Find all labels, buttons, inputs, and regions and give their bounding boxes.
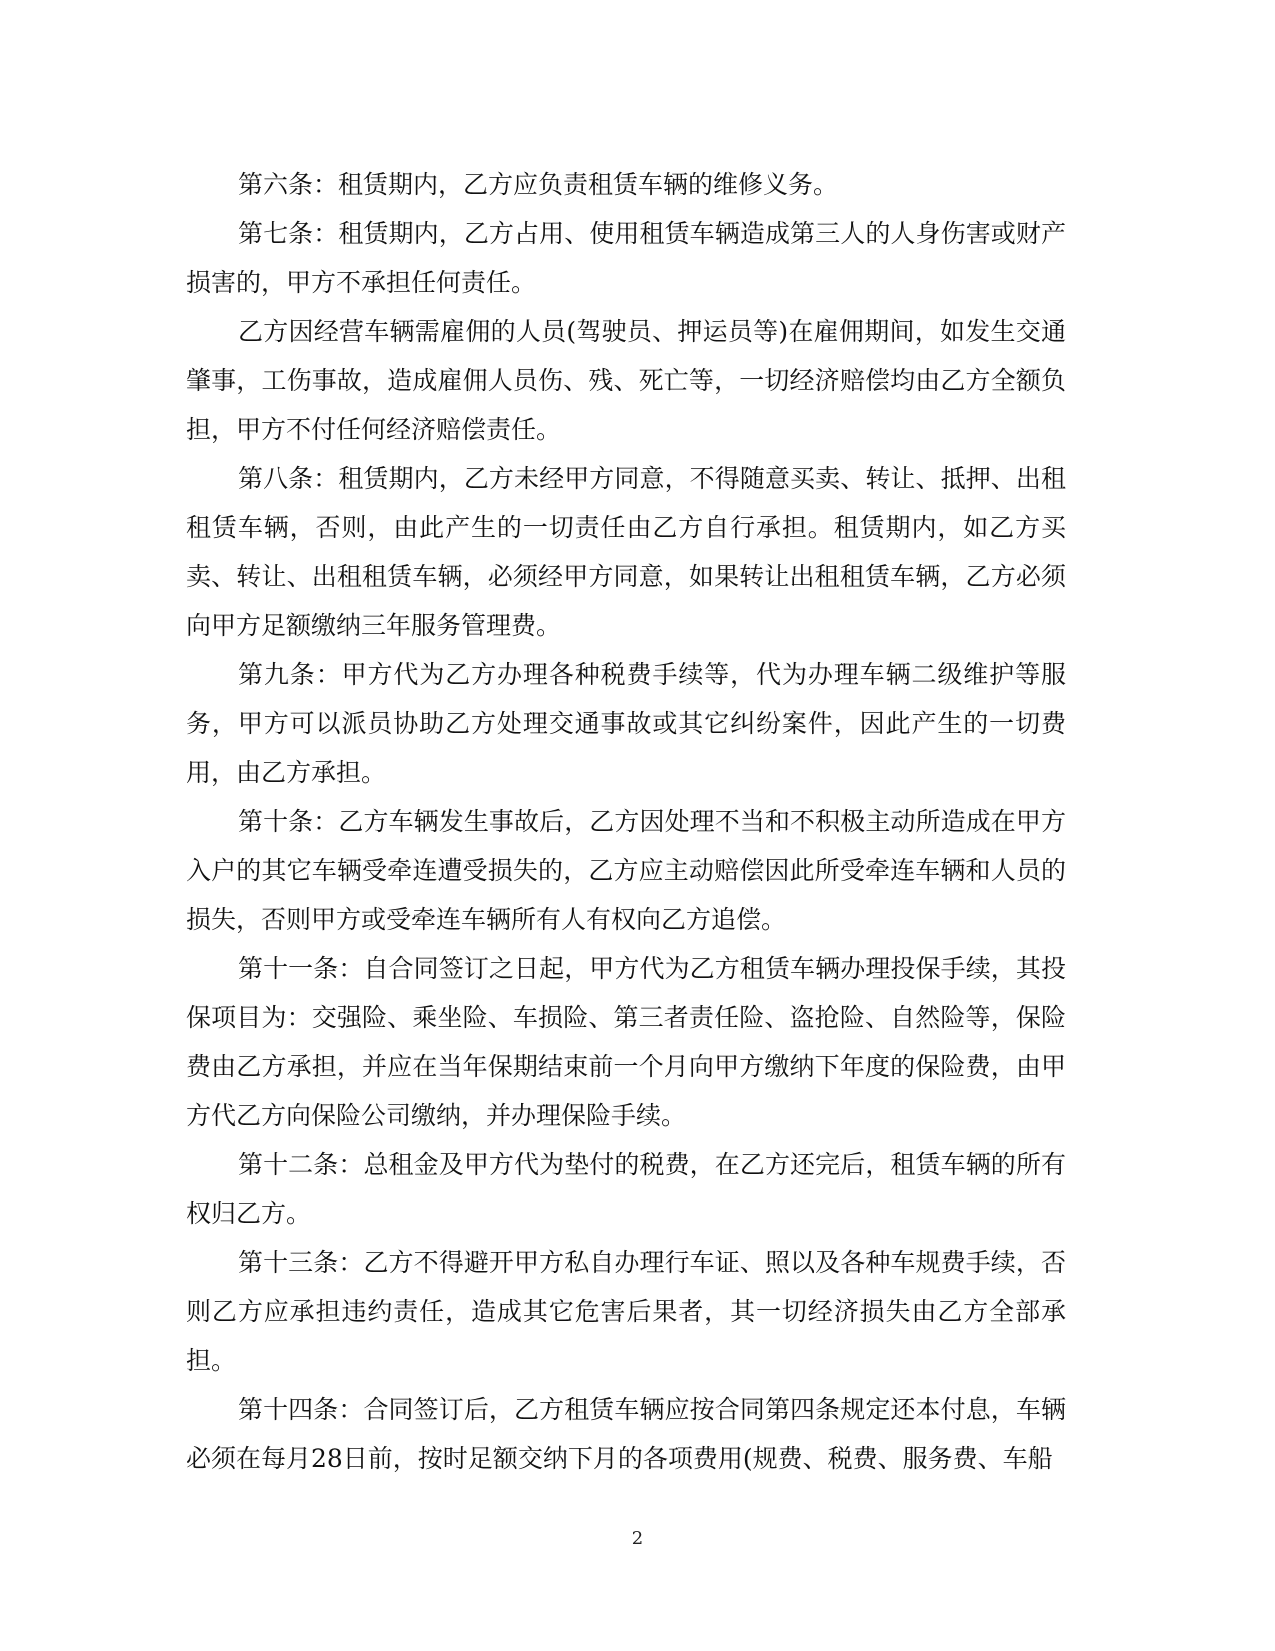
paragraph-article-9: 第九条：甲方代为乙方办理各种税费手续等，代为办理车辆二级维护等服务，甲方可以派员协助乙方处理交通事故或其它纠纷案件，因此产生的一切费用，由乙方承担。 xyxy=(186,660,1066,787)
paragraph-article-12: 第十二条：总租金及甲方代为垫付的税费，在乙方还完后，租赁车辆的所有权归乙方。 xyxy=(186,1150,1066,1228)
paragraph-article-7-employees: 乙方因经营车辆需雇佣的人员(驾驶员、押运员等)在雇佣期间，如发生交通肇事，工伤事故，造成雇佣人员伤、残、死亡等，一切经济赔偿均由乙方全额负担，甲方不付任何经济赔偿责任。 xyxy=(186,317,1066,444)
paragraph-article-7: 第七条：租赁期内，乙方占用、使用租赁车辆造成第三人的人身伤害或财产损害的，甲方不承担任何责任。 xyxy=(186,219,1066,297)
paragraph-article-11: 第十一条：自合同签订之日起，甲方代为乙方租赁车辆办理投保手续，其投保项目为：交强险、乘坐险、车损险、第三者责任险、盗抢险、自然险等，保险费由乙方承担，并应在当年保期结束前一个月向甲方缴纳下年度的保险费，由甲方代乙方向保险公司缴纳，并办理保险手续。 xyxy=(186,954,1066,1130)
document-body xyxy=(186,160,1066,1483)
paragraph-article-8: 第八条：租赁期内，乙方未经甲方同意，不得随意买卖、转让、抵押、出租租赁车辆，否则，由此产生的一切责任由乙方自行承担。租赁期内，如乙方买卖、转让、出租租赁车辆，必须经甲方同意，如果转让出租租赁车辆，乙方必须向甲方足额缴纳三年服务管理费。 xyxy=(186,464,1066,640)
paragraph-article-14: 第十四条：合同签订后，乙方租赁车辆应按合同第四条规定还本付息，车辆必须在每月28日前，按时足额交纳下月的各项费用(规费、税费、服务费、车船 xyxy=(186,1395,1066,1473)
page-number: 2 xyxy=(631,1528,644,1549)
paragraph-article-6: 第六条：租赁期内，乙方应负责租赁车辆的维修义务。 xyxy=(238,170,839,199)
paragraph-article-10: 第十条：乙方车辆发生事故后，乙方因处理不当和不积极主动所造成在甲方入户的其它车辆受牵连遭受损失的，乙方应主动赔偿因此所受牵连车辆和人员的损失，否则甲方或受牵连车辆所有人有权向乙方追偿。 xyxy=(186,807,1066,934)
paragraph-article-13: 第十三条：乙方不得避开甲方私自办理行车证、照以及各种车规费手续，否则乙方应承担违约责任，造成其它危害后果者，其一切经济损失由乙方全部承担。 xyxy=(186,1248,1066,1375)
